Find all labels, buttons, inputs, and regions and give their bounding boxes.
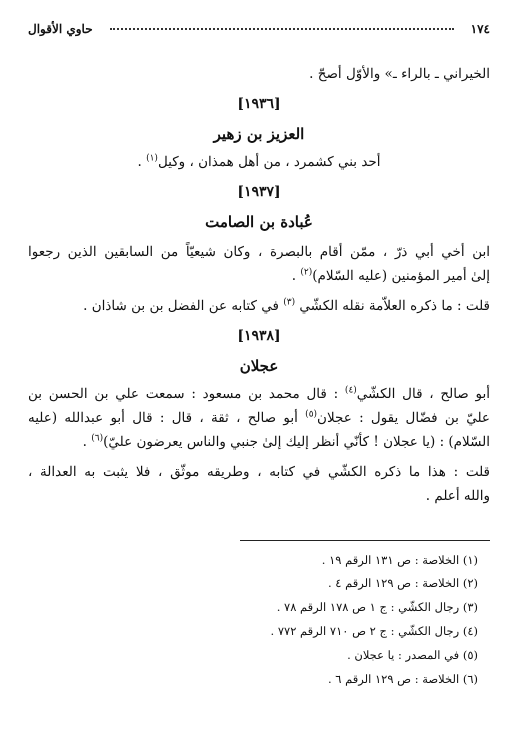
text-line: والله أعلم . (425, 488, 490, 504)
text-segment: أحد بني كشمرد ، من أهل همذان ، وكيل (157, 154, 381, 170)
text-segment: إلىٰ أمير المؤمنين (عليه السّلام) (312, 268, 490, 284)
footnote-separator (240, 540, 490, 541)
entry-number: [١٩٣٦] (237, 96, 281, 112)
footnote-marker: (١) (146, 153, 158, 164)
text-segment: في كتابه عن الفضل بن بن شاذان . (83, 298, 279, 314)
text-line (28, 384, 490, 404)
text-line: إلىٰ أمير المؤمنين (عليه السّلام)$^{(٢)}$ . (291, 267, 490, 284)
text-segment: : قال محمد بن مسعود : سمعت علي بن الحسن بن (28, 386, 339, 402)
text-line: ابن أخي أبي ذرّ ، ممّن أقام بالبصرة ، وكان شيعيّاً من السابقين الذين رجعوا (28, 244, 490, 260)
text-segment: قلت : ما ذكره العلاّمة نقله الكشّي (299, 298, 490, 314)
header-dot-leader (110, 28, 454, 30)
text-line (28, 408, 490, 428)
text-segment: عليّ بن فضّال يقول : عجلان (317, 410, 490, 426)
footnote-marker: (٤) (344, 385, 357, 396)
footnote-marker: (٢) (300, 267, 313, 278)
text-line: الخيراني ـ بالراء ـ» والأوّل أصحّ . (309, 66, 490, 82)
text-segment: السّلام) : (يا عجلان ! كأنّي أنظر إليك إلىٰ جنبي والناس يعرضون عليّ) (103, 434, 490, 450)
footnote-marker: (٥) (305, 409, 318, 420)
footnote: (٣) رجال الكشّي : ج ١ ص ١٧٨ الرقم ٧٨ . (276, 600, 478, 614)
footnote-marker: (٣) (283, 297, 296, 308)
entry-number: [١٩٣٨] (237, 328, 281, 344)
entry-heading: عجلان (239, 357, 279, 375)
text-line: السّلام) : (يا عجلان ! كأنّي أنظر إليك إلىٰ جنبي والناس يعرضون عليّ)$^{(٦)}$ . (82, 433, 490, 450)
page-number: ١٧٤ (470, 22, 490, 36)
entry-heading: العزيز بن زهير (213, 125, 305, 143)
footnote: (١) الخلاصة : ص ١٣١ الرقم ١٩ . (321, 553, 478, 567)
text-line (28, 296, 490, 316)
running-header (28, 22, 490, 42)
text-line: قلت : هذا ما ذكره الكشّي في كتابه ، وطريقه موثّق ، فلا يثبت به العدالة ، (28, 464, 490, 480)
text-line: أحد بني كشمرد ، من أهل همذان ، وكيل$^{(١)}$ . (137, 153, 381, 170)
entry-number: [١٩٣٧] (237, 184, 281, 200)
book-title: حاوي الأقوال (28, 22, 93, 36)
entry-heading: عُبادة بن الصامت (205, 213, 313, 231)
footnote: (٥) في المصدر : يا عجلان . (347, 648, 478, 662)
footnote: (٤) رجال الكشّي : ج ٢ ص ٧١٠ الرقم ٧٧٢ . (270, 624, 478, 638)
footnote: (٢) الخلاصة : ص ١٢٩ الرقم ٤ . (327, 576, 478, 590)
footnote-marker: (٦) (91, 433, 104, 444)
text-segment: أبو صالح ، قال الكشّي (356, 386, 490, 402)
footnote: (٦) الخلاصة : ص ١٢٩ الرقم ٦ . (327, 672, 478, 686)
text-segment: أبو صالح ، ثقة ، قال : قال أبو عبدالله (عليه (28, 410, 298, 426)
